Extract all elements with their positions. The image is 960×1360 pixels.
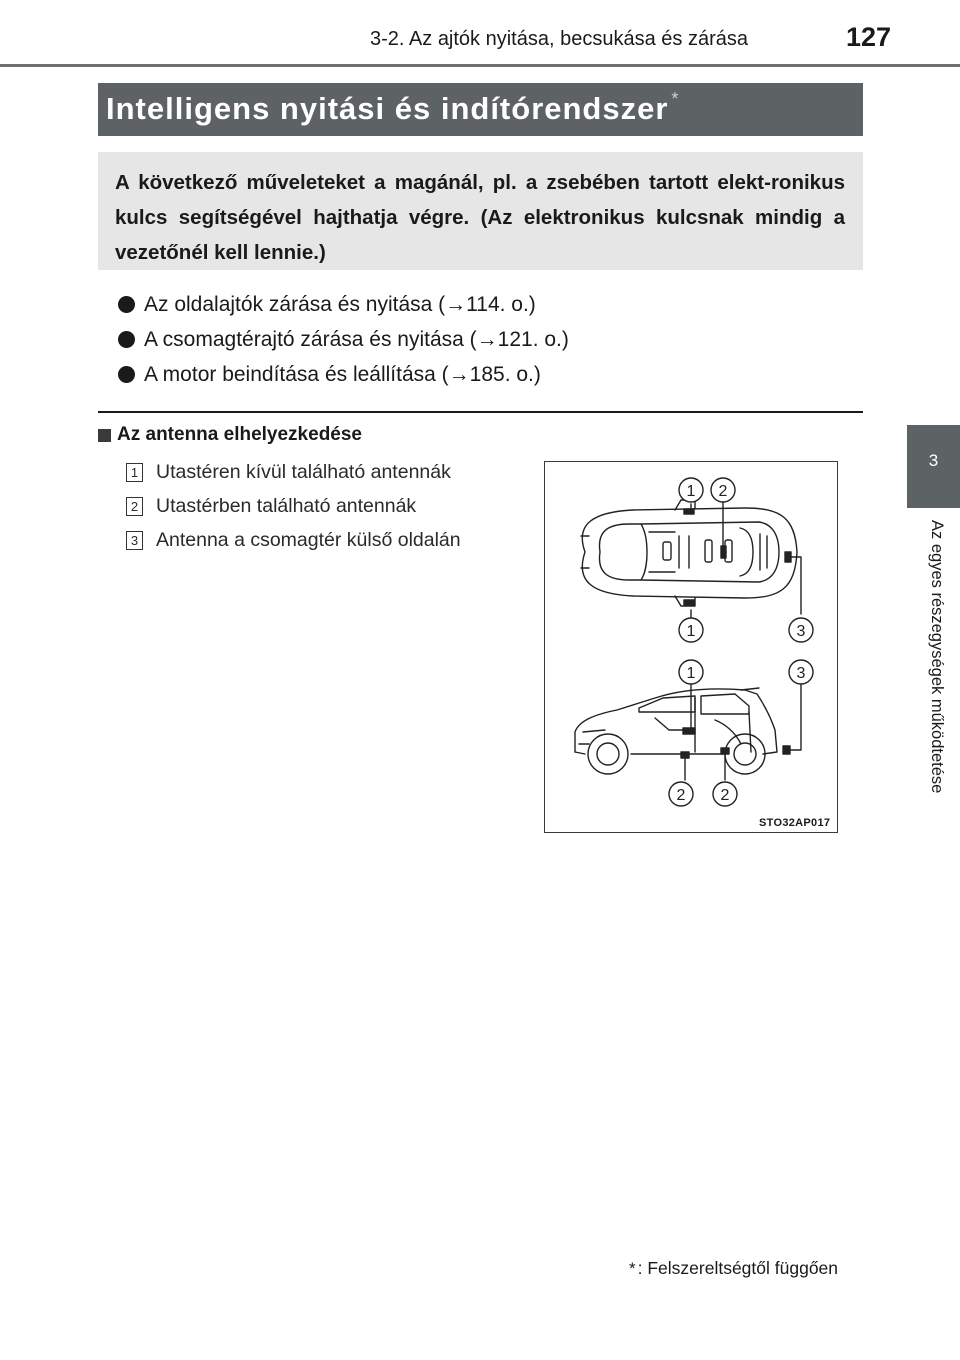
section-title-bar [98,83,863,136]
feature-text: A motor beindítása és leállítása (→185. o.) [144,362,541,386]
intro-box [98,152,863,270]
square-bullet-icon [98,429,111,442]
car-top-view-illustration [581,500,797,606]
title-asterisk: * [671,89,680,109]
section-title-text: Intelligens nyitási és indítórendszer [106,91,669,126]
antenna-diagram [544,461,838,833]
antenna-heading [98,424,362,446]
car-side-view-illustration [575,688,777,774]
callout-label-side: 2 [720,787,730,804]
page-number: 127 [846,22,892,52]
callout-label-top: 1 [686,623,696,640]
feature-text: Az oldalajtók zárása és nyitása (→114. o.) [144,292,536,316]
bullet-icon [118,296,135,313]
antenna-legend [126,455,461,557]
legend-item [126,489,461,523]
legend-item [126,523,461,557]
bullet-icon [118,366,135,383]
section-divider [98,411,863,413]
feature-item [118,287,569,322]
legend-item [126,455,461,489]
intro-text: A következő műveleteket a magánál, pl. a zsebében tartott elekt-ronikus kulcs segítségével hajthatja végre. (Az elektronikus kulcsnak mindig a vezetőnél kell lennie.) [115,171,845,264]
feature-item [118,357,569,392]
legend-number-badge: 1 [126,463,143,482]
chapter-title-vertical: Az egyes részegységek működtetése [928,520,946,794]
legend-text: Antenna a csomagtér külső oldalán [156,528,461,551]
chapter-tab-number: 3 [928,451,939,470]
callout-label-top: 1 [686,483,696,500]
footnote [629,1258,838,1279]
legend-text: Utastéren kívül található antennák [156,460,451,483]
feature-item [118,322,569,357]
legend-text: Utastérben található antennák [156,494,417,517]
diagram-code: STO32AP017 [759,817,831,829]
callout-label-top: 3 [796,623,806,640]
antenna-heading-text: Az antenna elhelyezkedése [117,424,362,445]
section-title [106,89,679,127]
footnote-text: : Felszereltségtől függően [637,1258,839,1278]
bullet-icon [118,331,135,348]
car-antenna-illustration [545,462,837,832]
footnote-asterisk: * [629,1259,636,1278]
header-rule [0,64,960,67]
feature-list [118,287,569,392]
callout-label-side: 3 [796,665,806,682]
chapter-tab[interactable] [907,425,960,508]
legend-number-badge: 3 [126,531,143,550]
header-section-title: 3-2. Az ajtók nyitása, becsukása és zárása [370,28,748,50]
callout-label-top: 2 [718,483,728,500]
callout-label-side: 2 [676,787,686,804]
legend-number-badge: 2 [126,497,143,516]
feature-text: A csomagtérajtó zárása és nyitása (→121. o.) [144,327,569,351]
callout-label-side: 1 [686,665,696,682]
